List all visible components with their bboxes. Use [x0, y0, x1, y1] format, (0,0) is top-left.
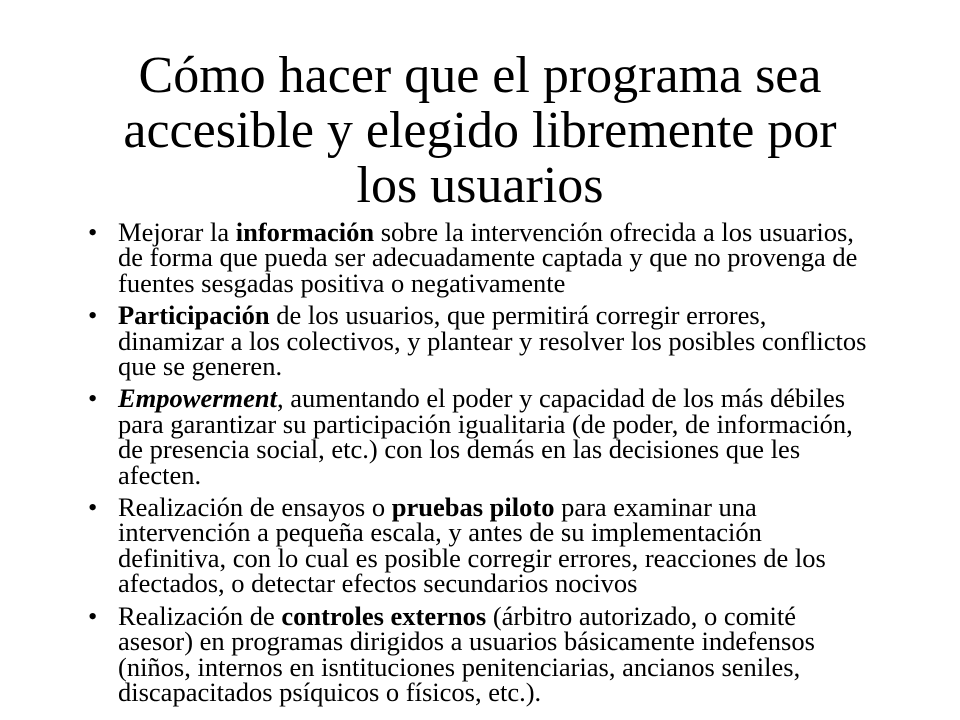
bullet-icon	[88, 495, 97, 520]
bullet-text-line	[118, 267, 960, 298]
text-segment: Mejorar la	[118, 217, 236, 247]
text-segment: definitiva, con lo cual es posible corregir errores, reacciones de los	[118, 542, 826, 573]
title-line: los usuarios	[356, 157, 604, 214]
title-line: accesible y elegido libremente por	[123, 102, 837, 159]
bullet-text-line	[118, 459, 960, 490]
text-segment: para examinar una	[554, 492, 757, 523]
text-segment: de los usuarios, que permitirá corregir errores,	[269, 300, 767, 331]
text-segment: Realización de ensayos o	[118, 492, 392, 523]
bold-italic-term: Empowerment	[118, 383, 278, 414]
bullet-text-line	[118, 351, 960, 382]
text-segment: que se generen.	[118, 351, 283, 382]
text-segment: de forma que pueda ser adecuadamente captada y que no provenga de	[118, 242, 858, 273]
bullet-item-participacion	[0, 300, 960, 382]
text-segment: discapacitados psíquicos o físicos, etc.).	[118, 676, 542, 707]
text-segment: de presencia social, etc.) con los demás en las decisiones que les	[118, 434, 801, 465]
bullet-item-empowerment	[0, 383, 960, 490]
text-segment: para garantizar su participación igualitaria (de poder, de información,	[118, 408, 853, 439]
text-segment: asesor) en programas dirigidos a usuarios básicamente indefensos	[118, 626, 815, 657]
bullet-list	[0, 217, 960, 712]
bold-term: pruebas piloto	[391, 492, 555, 523]
bullet-text-line	[118, 568, 960, 599]
bold-term: controles externos	[281, 600, 487, 631]
bullet-item-pruebas-piloto	[0, 492, 960, 599]
bullet-icon	[88, 386, 97, 411]
title-line: Cómo hacer que el programa sea	[138, 47, 822, 104]
bullet-icon	[88, 220, 97, 245]
slide-title	[0, 48, 960, 213]
text-segment: intervención a pequeña escala, y antes de su implementación	[118, 517, 762, 548]
text-segment: afectados, o detectar efectos secundarios nocivos	[118, 568, 638, 599]
text-segment: (árbitro autorizado, o comité	[486, 600, 796, 631]
bullet-icon	[88, 604, 97, 629]
text-segment: afecten.	[118, 459, 202, 490]
text-segment: (niños, internos en isntituciones penitenciarias, ancianos seniles,	[118, 651, 801, 682]
text-segment: fuentes sesgadas positiva o negativamente	[118, 267, 566, 298]
bullet-text-line	[118, 676, 960, 707]
bullet-icon	[88, 303, 97, 328]
text-segment: sobre la intervención ofrecida a los usuarios,	[374, 217, 854, 247]
bullet-item-informacion	[0, 217, 960, 298]
bullet-text-line	[118, 434, 960, 465]
text-segment: dinamizar a los colectivos, y plantear y resolver los posibles conflictos	[118, 325, 867, 356]
text-segment: , aumentando el poder y capacidad de los más débiles	[277, 383, 846, 414]
bold-term: Participación	[118, 300, 270, 331]
text-segment: Realización de	[118, 600, 282, 631]
bullet-item-controles-externos	[0, 600, 960, 707]
bold-term: información	[235, 217, 375, 247]
